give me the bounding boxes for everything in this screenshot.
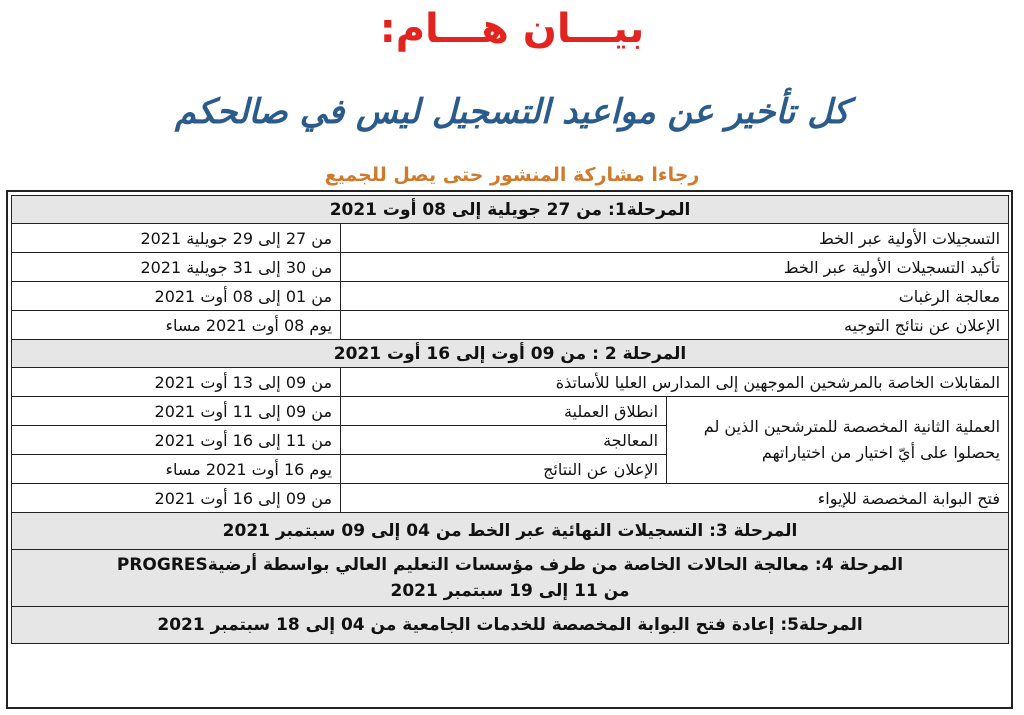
announcement-title: بيـــان هـــام:	[379, 6, 645, 52]
stage1-date: من 30 إلى 31 جويلية 2021	[12, 253, 341, 282]
table-row	[12, 484, 1009, 513]
second-operation-task: انطلاق العملية	[341, 397, 667, 426]
table-row	[12, 550, 1009, 607]
stage3-heading: المرحلة 3: التسجيلات النهائية عبر الخط من 04 إلى 09 سبتمبر 2021	[12, 513, 1009, 550]
stage1-task: تأكيد التسجيلات الأولية عبر الخط	[341, 253, 1009, 282]
stage1-date: يوم 08 أوت 2021 مساء	[12, 311, 341, 340]
table-row	[12, 196, 1009, 224]
table-row	[12, 224, 1009, 253]
table-row	[12, 340, 1009, 368]
stage1-heading: المرحلة1: من 27 جويلية إلى 08 أوت 2021	[12, 196, 1009, 224]
table-row	[12, 311, 1009, 340]
table-row	[12, 607, 1009, 644]
share-note: رجاءا مشاركة المنشور حتى يصل للجميع	[324, 164, 700, 186]
stage1-task: الإعلان عن نتائج التوجيه	[341, 311, 1009, 340]
registration-schedule-table	[11, 195, 1009, 644]
stage1-task: معالجة الرغبات	[341, 282, 1009, 311]
stage4-heading	[12, 550, 1009, 607]
stage2-task: المقابلات الخاصة بالمرشحين الموجهين إلى المدارس العليا للأساتذة	[341, 368, 1009, 397]
housing-portal-date: من 09 إلى 16 أوت 2021	[12, 484, 341, 513]
table-row	[12, 282, 1009, 311]
stage5-heading: المرحلة5: إعادة فتح البوابة المخصصة للخدمات الجامعية من 04 إلى 18 سبتمبر 2021	[12, 607, 1009, 644]
table-row	[12, 513, 1009, 550]
second-operation-task: الإعلان عن النتائج	[341, 455, 667, 484]
housing-portal-task: فتح البوابة المخصصة للإيواء	[341, 484, 1009, 513]
stage2-date: من 09 إلى 13 أوت 2021	[12, 368, 341, 397]
stage2-heading: المرحلة 2 : من 09 أوت إلى 16 أوت 2021	[12, 340, 1009, 368]
second-operation-date: من 11 إلى 16 أوت 2021	[12, 426, 341, 455]
stage1-date: من 01 إلى 08 أوت 2021	[12, 282, 341, 311]
second-operation-task: المعالجة	[341, 426, 667, 455]
table-row	[12, 397, 1009, 426]
stage4-heading-line1: المرحلة 4: معالجة الحالات الخاصة من طرف مؤسسات التعليم العالي بواسطة أرضيةPROGRES	[116, 555, 904, 575]
second-operation-date: من 09 إلى 11 أوت 2021	[12, 397, 341, 426]
stage1-date: من 27 إلى 29 جويلية 2021	[12, 224, 341, 253]
second-operation-label: العملية الثانية المخصصة للمترشحين الذين لم يحصلوا على أيّ اختيار من اختياراتهم	[667, 397, 1009, 484]
stage4-heading-line2: من 11 إلى 19 سبتمبر 2021	[390, 581, 630, 601]
second-operation-date: يوم 16 أوت 2021 مساء	[12, 455, 341, 484]
stage1-task: التسجيلات الأولية عبر الخط	[341, 224, 1009, 253]
table-row	[12, 368, 1009, 397]
announcement-subtitle: كل تأخير عن مواعيد التسجيل ليس في صالحكم	[174, 92, 850, 132]
table-row	[12, 253, 1009, 282]
